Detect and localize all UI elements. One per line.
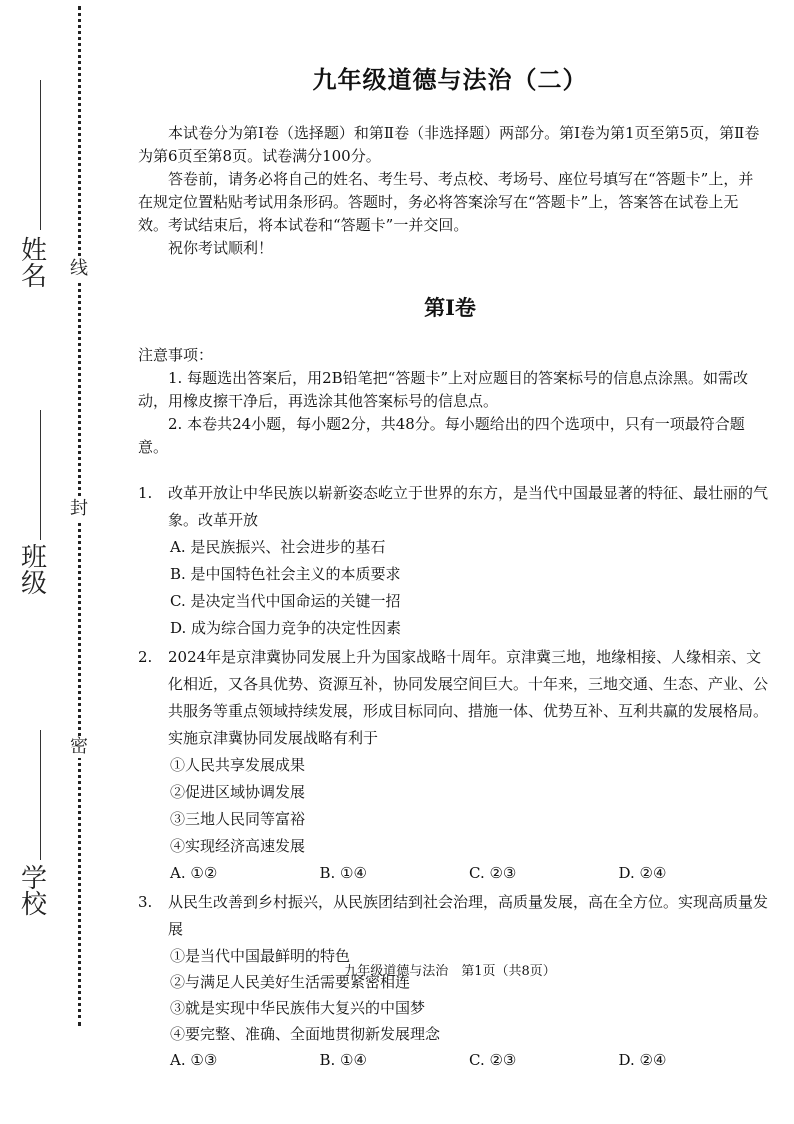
exam-title: 九年级道德与法治（二）	[312, 65, 588, 94]
question-1	[138, 480, 768, 642]
question-2	[138, 644, 768, 887]
option-c: C. 是决定当代中国命运的关键一招	[170, 592, 401, 610]
instructions-paragraph-3: 祝你考试顺利！	[168, 239, 274, 257]
seal-word-secret: 密	[70, 736, 88, 757]
option-d: D. 成为综合国力竞争的决定性因素	[170, 619, 402, 637]
seal-word-line: 线	[70, 258, 88, 279]
option-b: B. ①④	[319, 1051, 367, 1069]
section-title: 第Ⅰ卷	[424, 295, 476, 320]
option-d: D. ②④	[618, 864, 667, 882]
question-stem: 改革开放让中华民族以崭新姿态屹立于世界的东方，是当代中国最显著的特征、最壮丽的气象。改革开放	[168, 484, 769, 529]
statement-2: ②与满足人民美好生活需要紧密相连	[170, 973, 411, 991]
statement-3: ③三地人民同等富裕	[170, 810, 306, 828]
question-stem: 2024年是京津冀协同发展上升为国家战略十周年。京津冀三地，地缘相接、人缘相亲、文化相近，又各具优势、资源互补，协同发展空间巨大。十年来，三地交通、生态、产业、公共服务等重点领域持续发展，形成目标同向、措施一体、优势互补、互利共赢的发展格局。实施京津冀协同发展战略有利于	[168, 648, 769, 747]
seal-word-seal: 封	[70, 498, 88, 519]
instructions-paragraph-1: 本试卷分为第Ⅰ卷（选择题）和第Ⅱ卷（非选择题）两部分。第Ⅰ卷为第1页至第5页，第Ⅱ卷为第6页至第8页。试卷满分100分。	[138, 124, 760, 165]
option-b: B. ①④	[319, 864, 367, 882]
name-label: 姓名	[20, 236, 47, 292]
statement-1: ①人民共享发展成果	[170, 756, 306, 774]
note-2: 2. 本卷共24小题，每小题2分，共48分。每小题给出的四个选项中，只有一项最符合题意。	[138, 415, 745, 456]
school-label: 学校	[20, 864, 47, 920]
name-underline	[40, 80, 41, 230]
question-3	[138, 889, 768, 1074]
option-a: A. ①③	[170, 1051, 218, 1069]
note-1: 1. 每题选出答案后，用2B铅笔把“答题卡”上对应题目的答案标号的信息点涂黑。如需改动，用橡皮擦干净后，再选涂其他答案标号的信息点。	[138, 369, 748, 410]
question-number: 2.	[138, 648, 153, 666]
school-underline	[40, 730, 41, 860]
statement-2: ②促进区域协调发展	[170, 783, 306, 801]
statement-3: ③就是实现中华民族伟大复兴的中国梦	[170, 999, 426, 1017]
option-d: D. ②④	[618, 1051, 667, 1069]
question-stem: 从民生改善到乡村振兴，从民族团结到社会治理，高质量发展，高在全方位。实现高质量发展	[168, 893, 769, 938]
questions-list	[138, 480, 768, 1076]
statement-4: ④实现经济高速发展	[170, 837, 306, 855]
question-number: 1.	[138, 484, 153, 502]
class-underline	[40, 410, 41, 540]
notes-heading: 注意事项：	[138, 346, 214, 364]
exam-instructions	[138, 122, 768, 260]
option-a: A. ①②	[170, 864, 218, 882]
instructions-paragraph-2: 答卷前，请务必将自己的姓名、考生号、考点校、考场号、座位号填写在“答题卡”上，并在规定位置粘贴考试用条形码。答题时，务必将答案涂写在“答题卡”上，答案答在试卷上无效。考试结束后，将本试卷和“答题卡”一并交回。	[138, 170, 754, 234]
class-label: 班级	[20, 543, 47, 599]
statement-1: ①是当代中国最鲜明的特色	[170, 947, 351, 965]
page-footer: 九年级道德与法治 第1页（共8页）	[344, 964, 556, 979]
statement-4: ④要完整、准确、全面地贯彻新发展理念	[170, 1025, 441, 1043]
option-c: C. ②③	[469, 1051, 517, 1069]
option-a: A. 是民族振兴、社会进步的基石	[170, 538, 386, 556]
notes-block	[138, 344, 768, 459]
option-b: B. 是中国特色社会主义的本质要求	[170, 565, 401, 583]
question-number: 3.	[138, 893, 153, 911]
binding-strip	[0, 0, 110, 1124]
option-c: C. ②③	[469, 864, 517, 882]
